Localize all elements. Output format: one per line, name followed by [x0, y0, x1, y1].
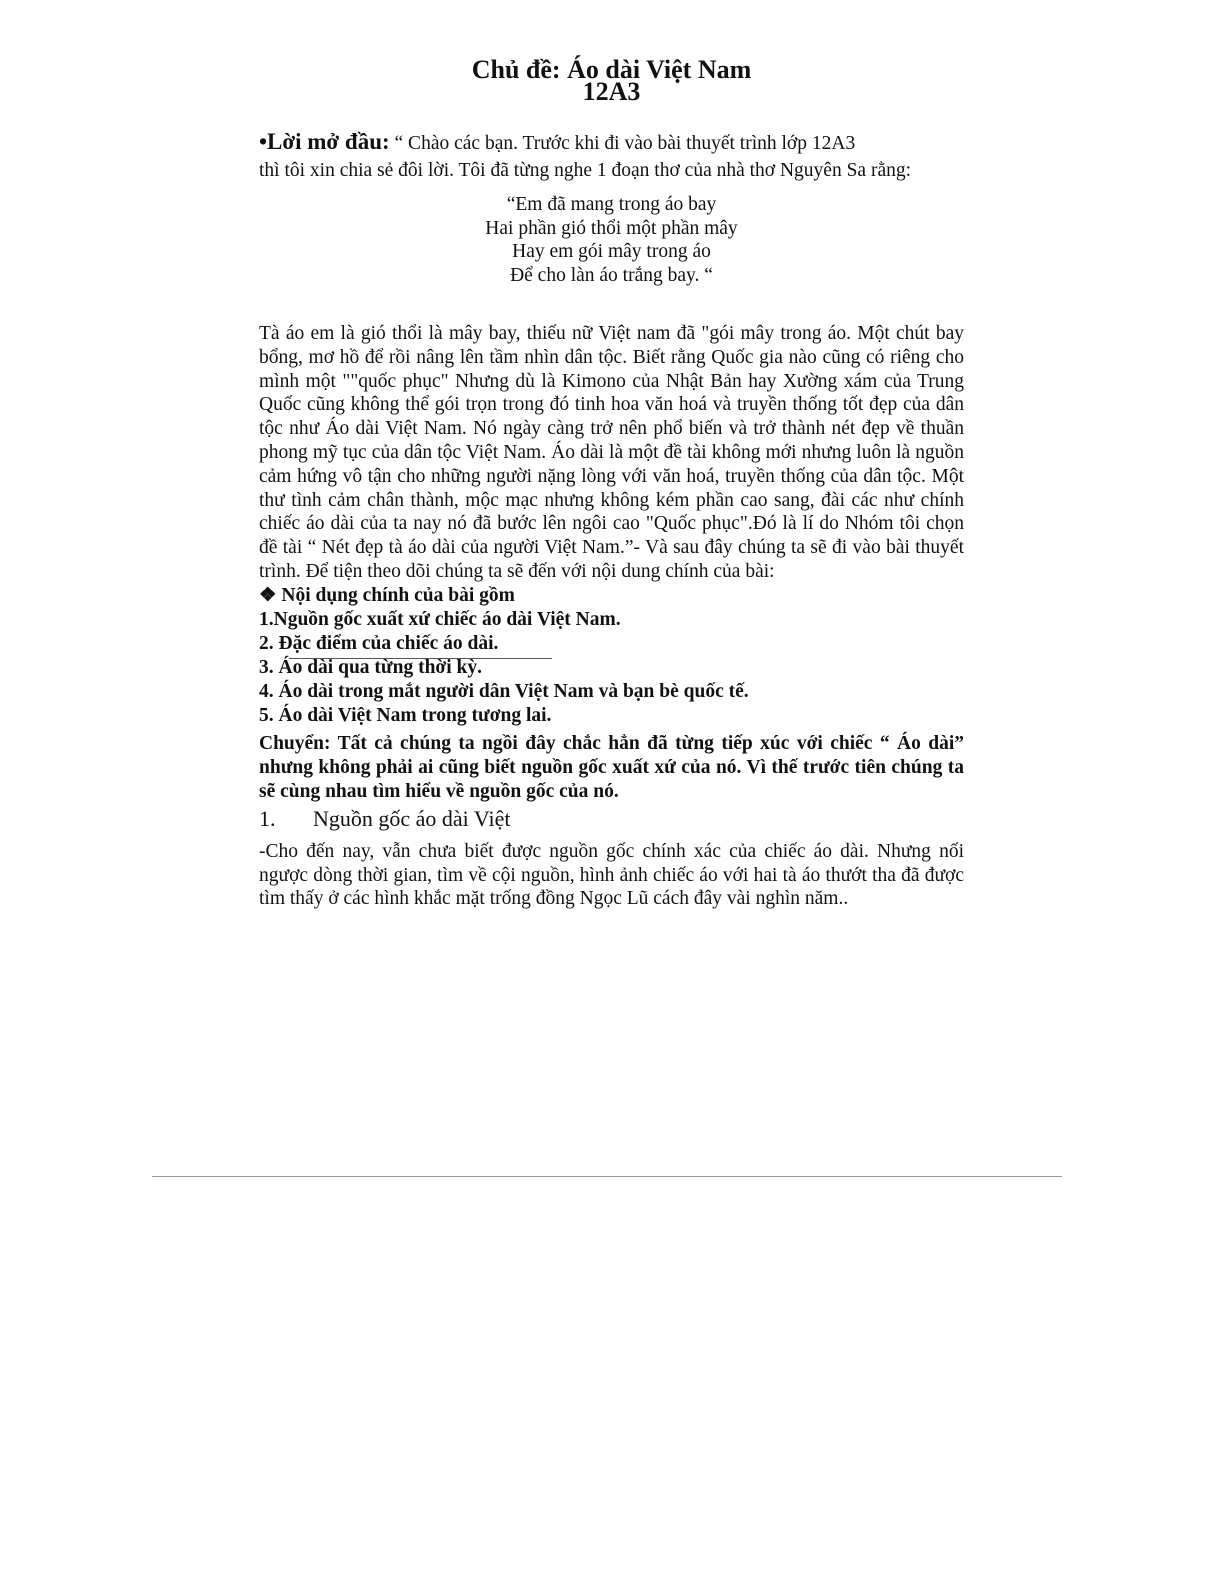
outline-item: 5. Áo dài Việt Nam trong tương lai. [259, 704, 552, 726]
poem-line: “Em đã mang trong áo bay [506, 193, 717, 215]
intro-opening-text: “ Chào các bạn. Trước khi đi vào bài thuyết trình lớp 12A3 [389, 133, 856, 154]
outline-item-row [259, 656, 964, 680]
outline-item: 3. Áo dài qua từng thời kỳ. [259, 656, 482, 678]
transition-paragraph: Chuyển: Tất cả chúng ta ngồi đây chắc hẳn đã từng tiếp xúc với chiếc “ Áo dài” nhưng không phải ai cũng biết nguồn gốc xuất xứ của nó. Vì thế trước tiên chúng ta sẽ cùng nhau tìm hiểu về nguồn gốc của nó. [259, 732, 964, 802]
outline-item: 1.Nguồn gốc xuất xứ chiếc áo dài Việt Nam. [259, 608, 621, 630]
document-subtitle: 12A3 [582, 77, 641, 106]
document-title: Chủ đề: Áo dài Việt Nam [471, 55, 752, 84]
section-1-title: Nguồn gốc áo dài Việt [313, 805, 511, 831]
outline-item: 2. Đặc điểm của chiếc áo dài. [259, 632, 499, 654]
section-1-body: -Cho đến nay, vẫn chưa biết được nguồn gốc chính xác của chiếc áo dài. Nhưng nối ngược dòng thời gian, tìm về cội nguồn, hình ảnh chiếc áo với hai tà áo thướt tha đã được tìm thấy ở các hình khắc mặt trống đồng Ngọc Lũ cách đây vài nghìn năm.. [259, 840, 964, 910]
intro-label: •Lời mở đầu: [259, 129, 390, 154]
section-1-heading [259, 806, 964, 832]
main-paragraph: Tà áo em là gió thổi là mây bay, thiếu nữ Việt nam đã "gói mây trong áo. Một chút bay bổng, mơ hồ để rồi nâng lên tầm nhìn dân tộc. Biết rằng Quốc gia nào cũng có riêng cho mình một ""quốc phục" Nhưng dù là Kimono của Nhật Bản hay Xường xám của Trung Quốc cũng không thể gói trọn trong đó tinh hoa văn hoá và truyền thống tốt đẹp của dân tộc như Áo dài Việt Nam. Nó ngày càng trở nên phổ biến và trở thành nét đẹp về thuần phong mỹ tục của dân tộc Việt Nam. Áo dài là một đề tài không mới nhưng luôn là nguồn cảm hứng vô tận cho những người nặng lòng với văn hoá, truyền thống của dân tộc. Một thư tình cảm chân thành, mộc mạc nhưng không kém phần cao sang, đài các như chính chiếc áo dài của ta nay nó đã bước lên ngôi cao "Quốc phục".Đó là lí do Nhóm tôi chọn đề tài “ Nét đẹp tà áo dài của người Việt Nam.”- Và sau đây chúng ta sẽ đi vào bài thuyết trình. Để tiện theo dõi chúng ta sẽ đến với nội dung chính của bài: [259, 322, 964, 582]
page-bottom-divider [152, 1176, 1062, 1177]
poem-line: Hay em gói mây trong áo [512, 241, 711, 263]
document-page [259, 55, 964, 911]
poem-line: Để cho làn áo trắng bay. “ [510, 265, 713, 287]
intro-first-line [259, 130, 964, 155]
section-1-number: 1. [259, 805, 276, 831]
poem-block [259, 193, 964, 288]
poem-line: Hai phần gió thổi một phần mây [485, 217, 738, 239]
outline-heading: ❖ Nội dụng chính của bài gồm [259, 584, 515, 606]
intro-continuation: thì tôi xin chia sẻ đôi lời. Tôi đã từng nghe 1 đoạn thơ của nhà thơ Nguyên Sa rằng: [259, 160, 912, 181]
outline-item: 4. Áo dài trong mắt người dân Việt Nam và bạn bè quốc tế. [259, 680, 749, 702]
content-outline [259, 584, 964, 728]
